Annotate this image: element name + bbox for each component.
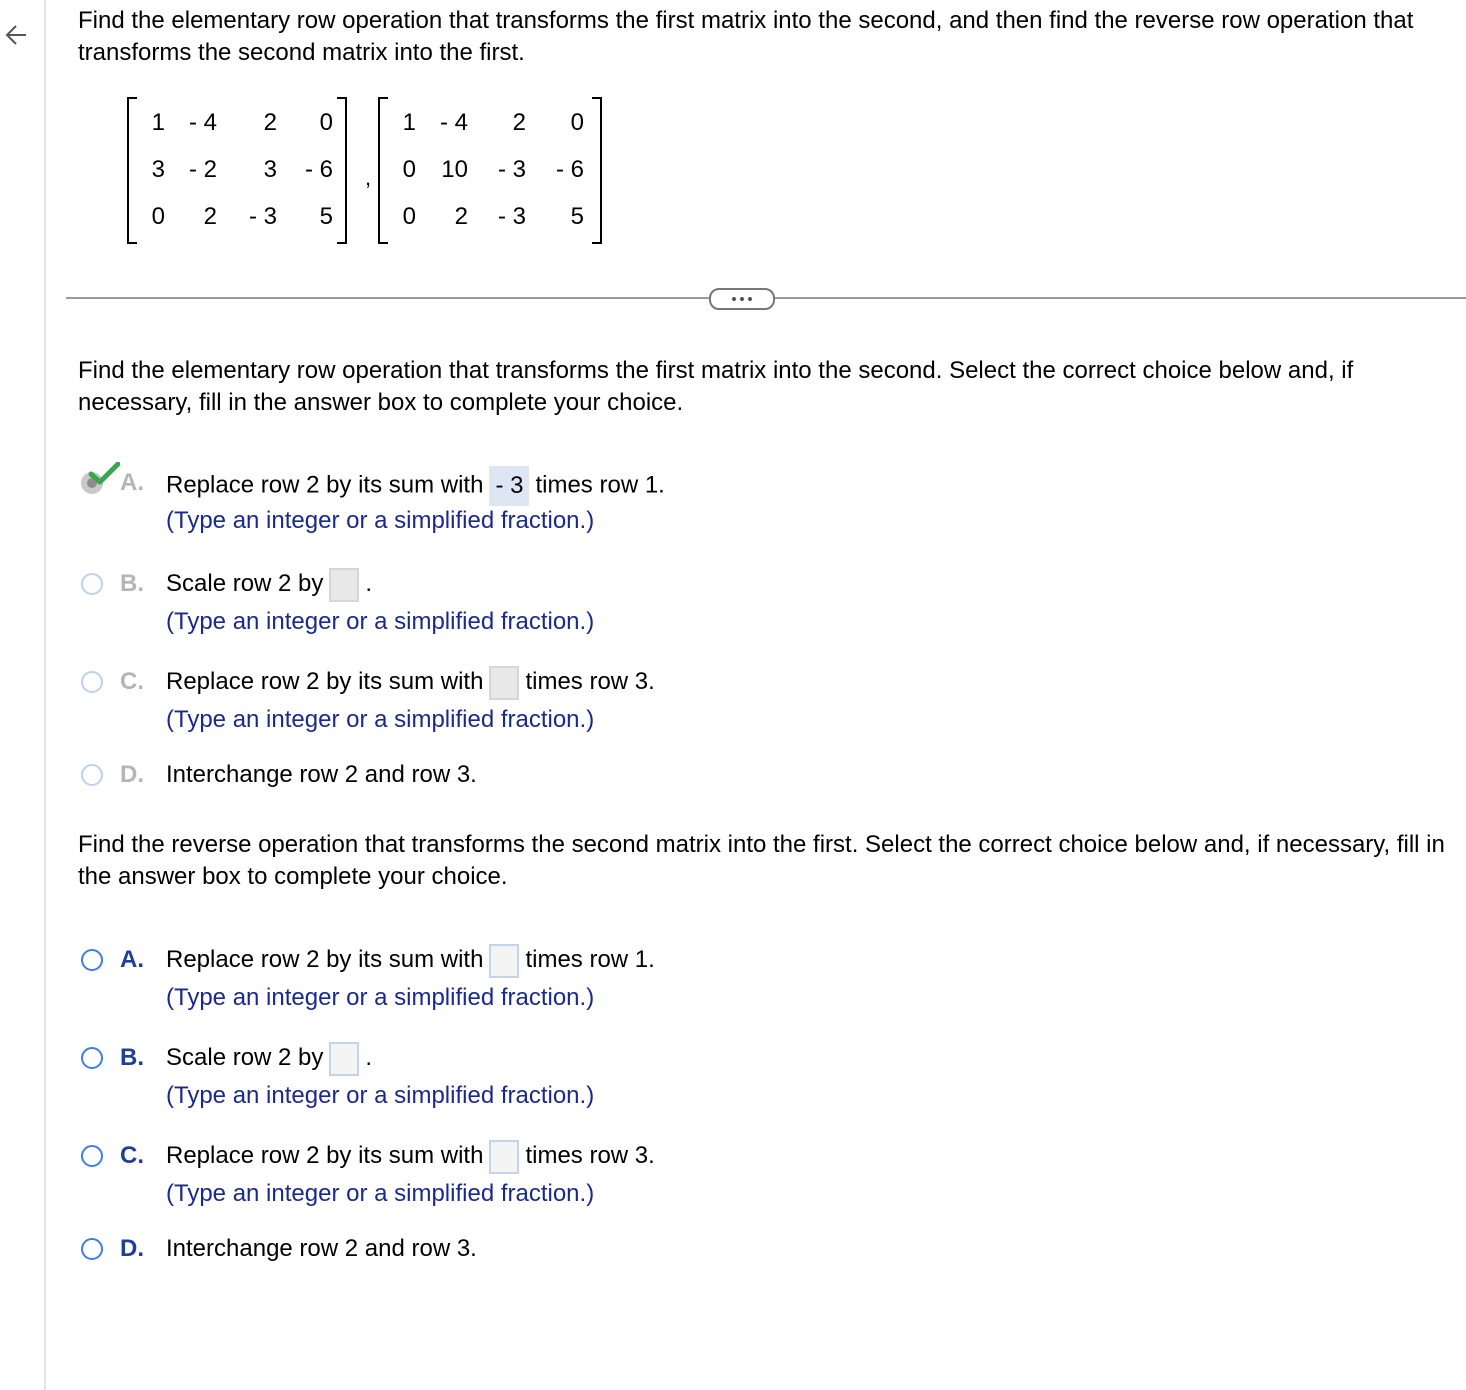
matrix-1-cell: 3 [263, 156, 277, 183]
matrix-2-cell: 0 [402, 203, 416, 230]
option-text-pre: Scale row 2 by [166, 1044, 324, 1071]
option-text-post: times row 1. [525, 946, 655, 973]
answer-input[interactable] [489, 944, 519, 978]
matrix-1-cell: - 3 [248, 203, 277, 230]
option-text-post: . [365, 1044, 373, 1071]
part2-option-c[interactable] [80, 1139, 1280, 1207]
option-text-pre: Replace row 2 by its sum with [166, 668, 484, 695]
radio-icon[interactable] [81, 1047, 103, 1069]
answer-input[interactable] [329, 1042, 359, 1076]
radio-icon[interactable] [81, 671, 103, 693]
matrix-2-cell: 5 [570, 203, 584, 230]
part2-option-b[interactable] [80, 1041, 1280, 1109]
matrix-2-right-bracket [592, 97, 602, 244]
matrix-1-cell: - 6 [304, 156, 333, 183]
answer-input[interactable] [329, 568, 359, 602]
matrix-1-left-bracket [127, 97, 137, 244]
part1-option-d[interactable] [80, 758, 1280, 798]
dot-icon [748, 297, 752, 301]
radio-icon[interactable] [81, 1238, 103, 1260]
matrix-separator: , [365, 165, 372, 190]
option-hint: (Type an integer or a simplified fraction.) [166, 608, 595, 635]
left-rail [44, 0, 46, 1390]
option-text-pre: Scale row 2 by [166, 570, 324, 597]
matrix-1-cell: 0 [151, 203, 165, 230]
option-text-pre: Replace row 2 by its sum with [166, 471, 484, 499]
matrix-2-left-bracket [378, 97, 388, 244]
correct-check-icon [88, 462, 120, 486]
answer-input[interactable] [489, 1140, 519, 1174]
matrix-1-cell: - 2 [188, 156, 217, 183]
dot-icon [732, 297, 736, 301]
option-text [166, 1041, 372, 1076]
matrix-2-cell: 2 [512, 109, 526, 136]
matrix-2-cell: - 3 [497, 156, 526, 183]
option-text-pre: Replace row 2 by its sum with [166, 1142, 484, 1169]
option-letter: A. [120, 946, 144, 973]
option-text [166, 1139, 655, 1174]
back-arrow-icon[interactable] [0, 20, 30, 50]
option-text: Interchange row 2 and row 3. [166, 761, 477, 788]
matrix-2-cell: 1 [402, 109, 416, 136]
option-letter: D. [120, 1235, 144, 1262]
matrix-1-cell: 1 [151, 109, 165, 136]
matrix-1-cell: 5 [319, 203, 333, 230]
option-letter: A. [120, 469, 144, 496]
option-letter: D. [120, 761, 144, 788]
radio-icon[interactable] [81, 573, 103, 595]
part1-option-b[interactable] [80, 567, 1280, 635]
matrix-2-cell: 2 [454, 203, 468, 230]
option-hint: (Type an integer or a simplified fraction.) [166, 706, 595, 733]
matrix-1-cell: 2 [263, 109, 277, 136]
matrix-1-cell: 3 [151, 156, 165, 183]
option-text [166, 665, 655, 700]
matrix-2-cell: 0 [570, 109, 584, 136]
part1-option-c[interactable] [80, 665, 1280, 733]
option-letter: B. [120, 1044, 144, 1071]
part2-option-d[interactable] [80, 1232, 1280, 1272]
more-options-button[interactable] [709, 288, 775, 310]
part2-prompt: Find the reverse operation that transforms the second matrix into the first. Select the correct choice below and, if necessary, fill in the answer box to complete your choice. [78, 831, 1445, 890]
radio-icon[interactable] [81, 1145, 103, 1167]
matrix-1-cell: - 4 [188, 109, 217, 136]
option-hint: (Type an integer or a simplified fraction.) [166, 1082, 595, 1109]
matrix-2-cell: - 6 [555, 156, 584, 183]
option-text [166, 943, 655, 978]
option-text-pre: Replace row 2 by its sum with [166, 946, 484, 973]
matrix-1-right-bracket [337, 97, 347, 244]
option-letter: C. [120, 668, 144, 695]
part1-option-a[interactable] [80, 466, 1280, 534]
answer-value[interactable]: - 3 [489, 466, 529, 506]
radio-icon[interactable] [81, 764, 103, 786]
matrix-2-cell: 10 [441, 156, 468, 183]
option-text-post: times row 3. [525, 1142, 655, 1169]
matrix-2-cell: - 4 [439, 109, 468, 136]
option-hint: (Type an integer or a simplified fraction.) [166, 1180, 595, 1207]
matrix-2-cell: - 3 [497, 203, 526, 230]
matrix-2-cell: 0 [402, 156, 416, 183]
option-letter: B. [120, 570, 144, 597]
radio-icon[interactable] [81, 949, 103, 971]
option-text [166, 466, 665, 506]
part2-option-a[interactable] [80, 943, 1280, 1011]
option-letter: C. [120, 1142, 144, 1169]
part1-prompt: Find the elementary row operation that transforms the first matrix into the second. Select the correct choice below and, if necessary, fill in the answer box to complete your choice. [78, 357, 1354, 416]
option-hint: (Type an integer or a simplified fraction.) [166, 507, 595, 534]
option-text [166, 567, 372, 602]
option-text-post: . [365, 570, 373, 597]
matrix-2 [378, 97, 602, 242]
dot-icon [740, 297, 744, 301]
matrix-1-cell: 0 [319, 109, 333, 136]
option-text-post: times row 1. [535, 471, 665, 499]
question-intro: Find the elementary row operation that transforms the first matrix into the second, and then find the reverse row operation that transforms the second matrix into the first. [78, 7, 1414, 66]
option-hint: (Type an integer or a simplified fraction.) [166, 984, 595, 1011]
matrix-1 [127, 97, 347, 242]
option-text-post: times row 3. [525, 668, 655, 695]
option-text: Interchange row 2 and row 3. [166, 1235, 477, 1262]
answer-input[interactable] [489, 666, 519, 700]
matrix-1-cell: 2 [203, 203, 217, 230]
